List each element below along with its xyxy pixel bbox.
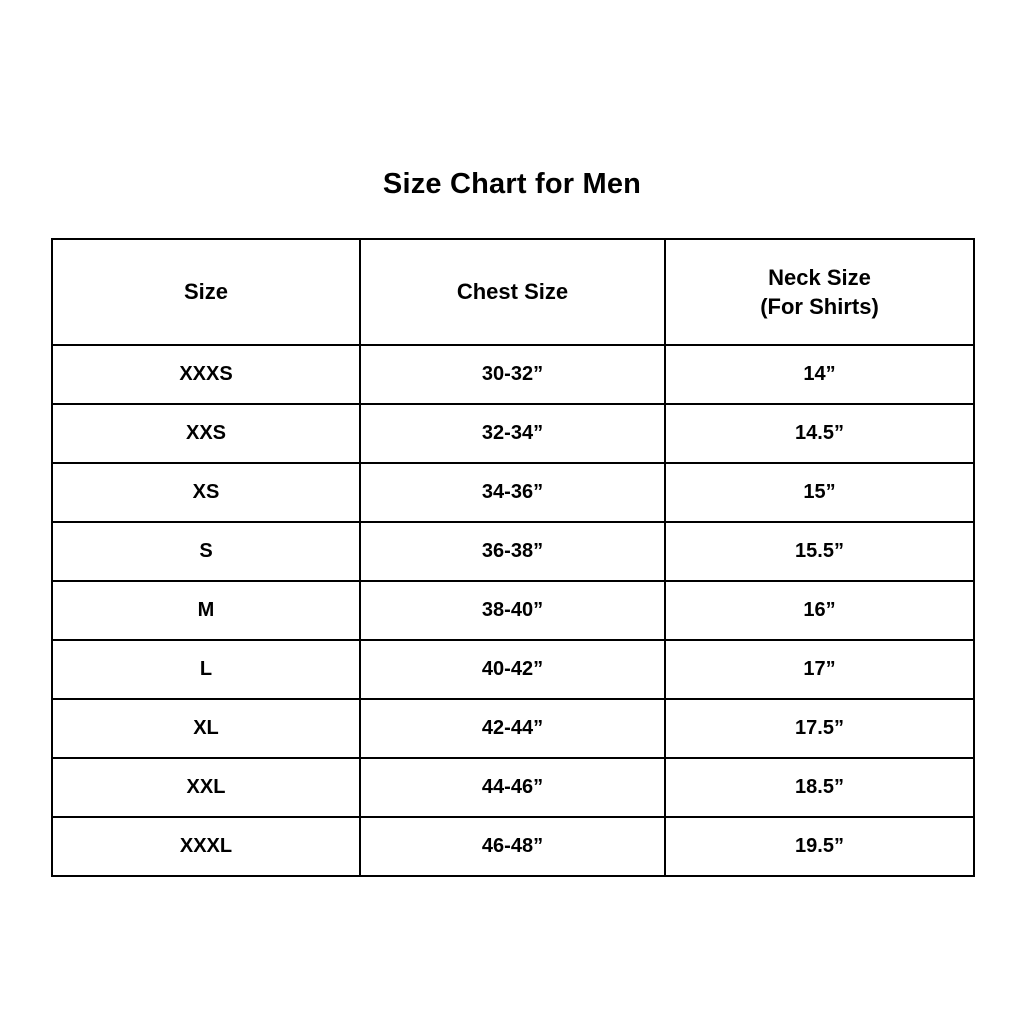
cell-chest: 40-42” bbox=[360, 640, 665, 699]
table-header-row bbox=[52, 239, 974, 345]
table-row bbox=[52, 640, 974, 699]
table-row bbox=[52, 817, 974, 876]
cell-size: XL bbox=[52, 699, 360, 758]
page-title: Size Chart for Men bbox=[382, 168, 642, 200]
table-row bbox=[52, 581, 974, 640]
cell-neck: 16” bbox=[665, 581, 974, 640]
column-header-size bbox=[52, 239, 360, 345]
cell-size: XXXL bbox=[52, 817, 360, 876]
table-row bbox=[52, 404, 974, 463]
cell-neck: 18.5” bbox=[665, 758, 974, 817]
cell-size: XS bbox=[52, 463, 360, 522]
cell-chest: 44-46” bbox=[360, 758, 665, 817]
cell-neck: 15.5” bbox=[665, 522, 974, 581]
cell-chest: 46-48” bbox=[360, 817, 665, 876]
column-header-neck-size-sublabel: (For Shirts) bbox=[760, 294, 879, 319]
cell-size: XXS bbox=[52, 404, 360, 463]
cell-chest: 34-36” bbox=[360, 463, 665, 522]
cell-neck: 14” bbox=[665, 345, 974, 404]
cell-size: S bbox=[52, 522, 360, 581]
cell-neck: 19.5” bbox=[665, 817, 974, 876]
cell-size: XXL bbox=[52, 758, 360, 817]
cell-neck: 14.5” bbox=[665, 404, 974, 463]
cell-size: XXXS bbox=[52, 345, 360, 404]
size-chart-table bbox=[51, 238, 975, 877]
cell-neck: 15” bbox=[665, 463, 974, 522]
table-row bbox=[52, 522, 974, 581]
size-chart-table-wrapper bbox=[51, 238, 973, 877]
cell-neck: 17.5” bbox=[665, 699, 974, 758]
cell-size: M bbox=[52, 581, 360, 640]
column-header-size-label: Size bbox=[183, 279, 229, 305]
cell-chest: 30-32” bbox=[360, 345, 665, 404]
cell-chest: 36-38” bbox=[360, 522, 665, 581]
column-header-chest-size bbox=[360, 239, 665, 345]
table-body bbox=[52, 345, 974, 876]
cell-size: L bbox=[52, 640, 360, 699]
cell-chest: 42-44” bbox=[360, 699, 665, 758]
table-row bbox=[52, 345, 974, 404]
cell-chest: 32-34” bbox=[360, 404, 665, 463]
cell-chest: 38-40” bbox=[360, 581, 665, 640]
cell-neck: 17” bbox=[665, 640, 974, 699]
table-header bbox=[52, 239, 974, 345]
table-row bbox=[52, 699, 974, 758]
column-header-chest-size-label: Chest Size bbox=[456, 279, 569, 305]
column-header-neck-size bbox=[665, 239, 974, 345]
table-row bbox=[52, 758, 974, 817]
table-row bbox=[52, 463, 974, 522]
column-header-neck-size-label: Neck Size bbox=[768, 264, 871, 290]
